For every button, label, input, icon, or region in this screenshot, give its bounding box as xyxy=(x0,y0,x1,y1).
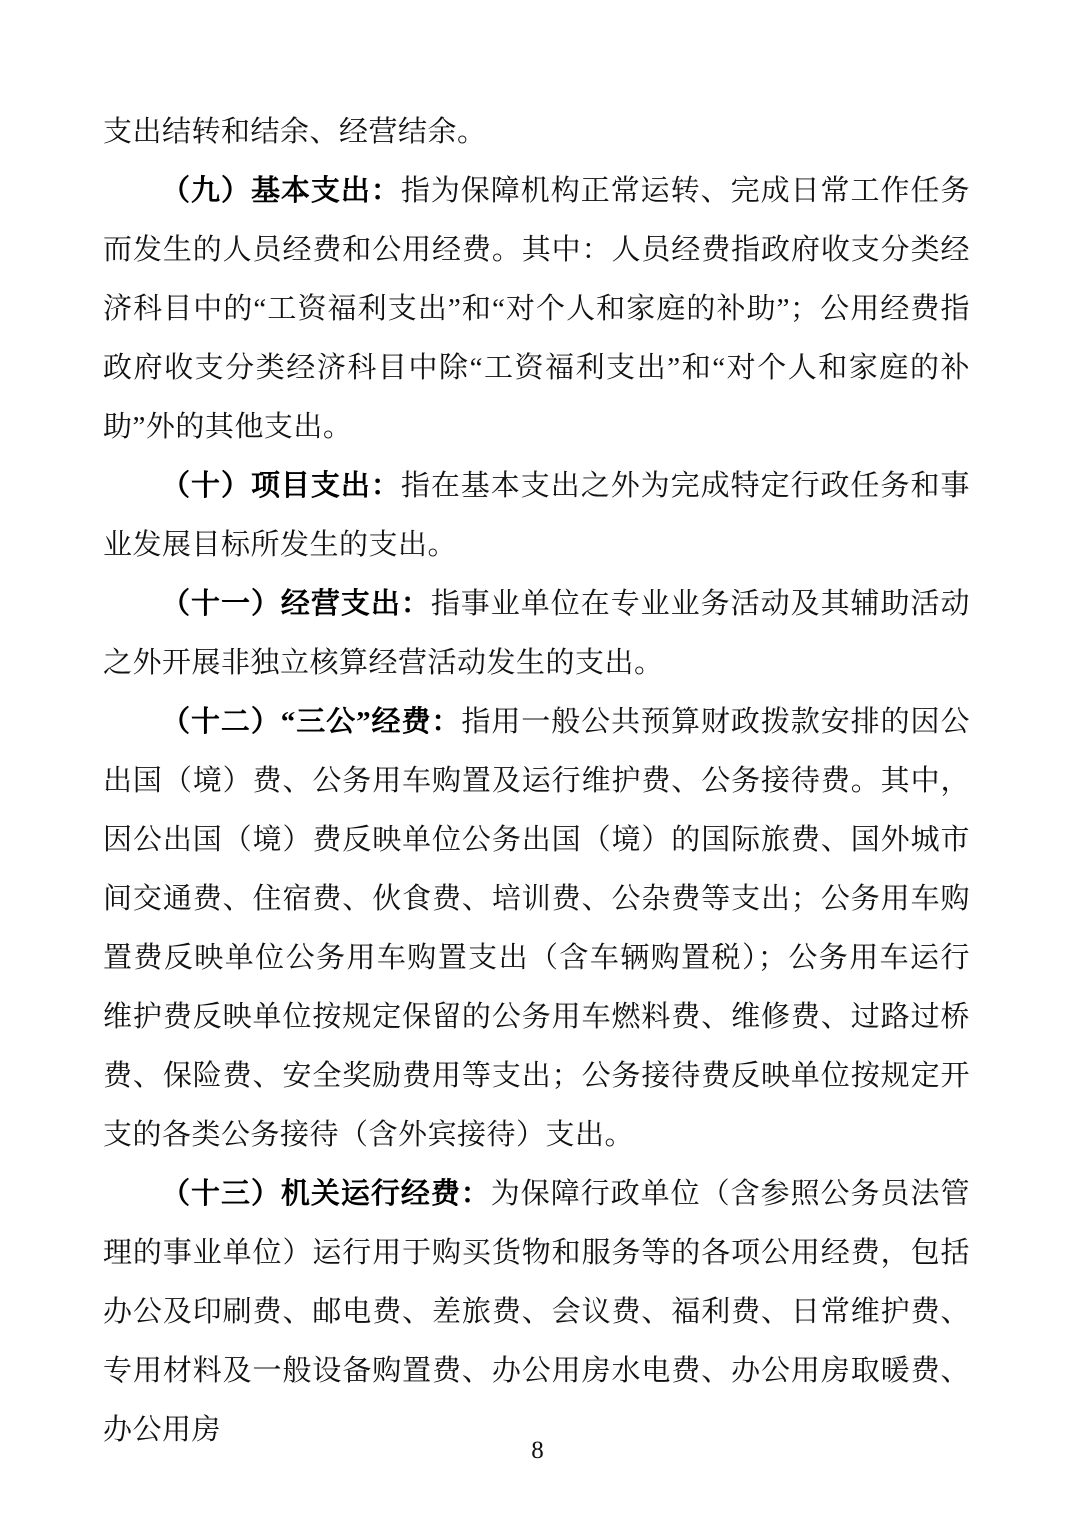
paragraph-text: 支出结转和结余、经营结余。 xyxy=(103,116,487,148)
paragraph-lead: （十一）经营支出： xyxy=(161,588,431,620)
document-body xyxy=(103,103,970,1460)
paragraph-project-expenditure xyxy=(103,457,970,575)
paragraph-text: 指事业单位在专业业务活动及其辅助活动之外开展非独立核算经营活动发生的支出。 xyxy=(103,588,970,679)
paragraph-lead: （十三）机关运行经费： xyxy=(161,1178,491,1210)
paragraph-text: 指为保障机构正常运转、完成日常工作任务而发生的人员经费和公用经费。其中：人员经费指政府收支分类经济科目中的“工资福利支出”和“对个人和家庭的补助”；公用经费指政府收支分类经济科目中除“工资福利支出”和“对个人和家庭的补助”外的其他支出。 xyxy=(103,175,970,443)
paragraph-text: 为保障行政单位（含参照公务员法管理的事业单位）运行用于购买货物和服务等的各项公用经费，包括办公及印刷费、邮电费、差旅费、会议费、福利费、日常维护费、专用材料及一般设备购置费、办公用房水电费、办公用房取暖费、办公用房 xyxy=(103,1178,970,1446)
paragraph-text: 指用一般公共预算财政拨款安排的因公出国（境）费、公务用车购置及运行维护费、公务接待费。其中，因公出国（境）费反映单位公务出国（境）的国际旅费、国外城市间交通费、住宿费、伙食费、培训费、公杂费等支出；公务用车购置费反映单位公务用车购置支出（含车辆购置税）；公务用车运行维护费反映单位按规定保留的公务用车燃料费、维修费、过路过桥费、保险费、安全奖励费用等支出；公务接待费反映单位按规定开支的各类公务接待（含外宾接待）支出。 xyxy=(103,706,970,1151)
paragraph-agency-operating-funds xyxy=(103,1165,970,1460)
paragraph-lead: （九）基本支出： xyxy=(161,175,401,207)
page-number: 8 xyxy=(531,1437,544,1464)
paragraph-basic-expenditure xyxy=(103,162,970,457)
paragraph-lead: （十二）“三公”经费： xyxy=(161,706,462,738)
paragraph-lead: （十）项目支出： xyxy=(161,470,401,502)
paragraph-operating-expenditure xyxy=(103,575,970,693)
paragraph-continuation xyxy=(103,103,970,162)
paragraph-three-public-funds xyxy=(103,693,970,1165)
paragraph-text: 指在基本支出之外为完成特定行政任务和事业发展目标所发生的支出。 xyxy=(103,470,970,561)
